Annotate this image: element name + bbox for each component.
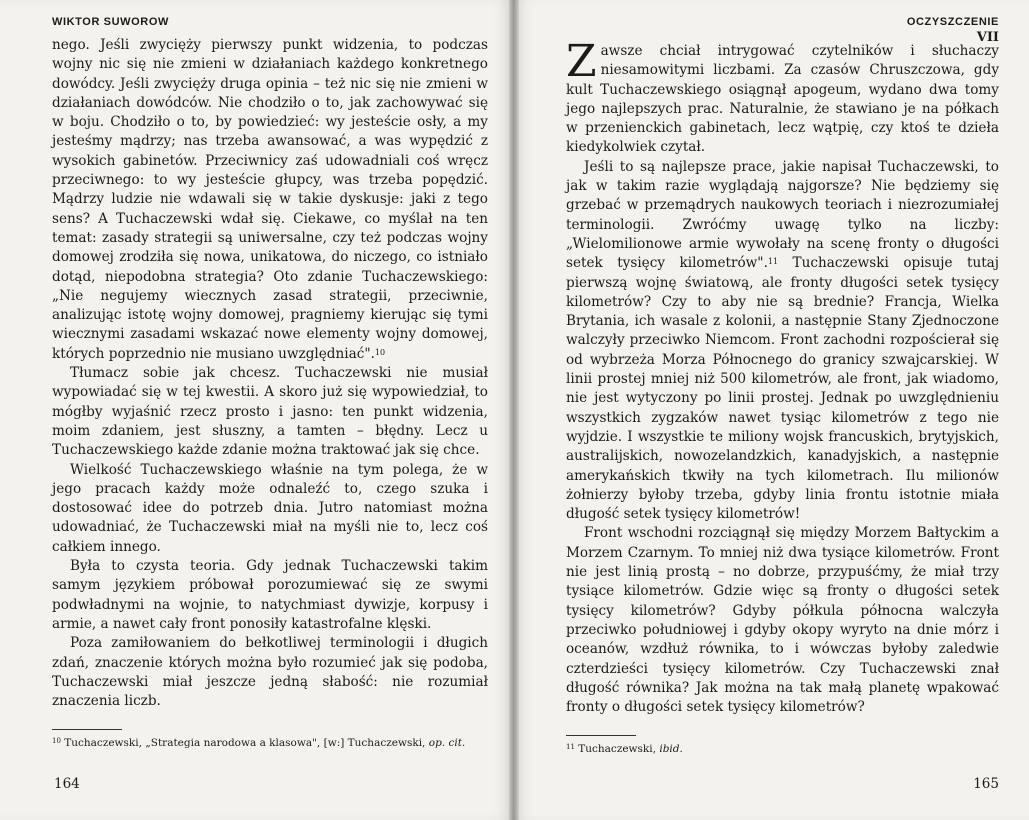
paragraph: Poza zamiłowaniem do bełkotliwej terminologii i długich zdań, znaczenie których można było rozumieć jak się podoba, Tuchaczewski miał jeszcze jedną słabość: nie rozumiał znaczenia liczb. bbox=[52, 635, 488, 710]
footnote-ref: 10 bbox=[374, 347, 386, 357]
chapter-number: VII bbox=[976, 30, 999, 45]
page-number-right: 165 bbox=[973, 776, 999, 792]
drop-cap: Z bbox=[566, 36, 597, 87]
running-head-left: WIKTOR SUWOROW bbox=[52, 16, 169, 28]
page-number-left: 164 bbox=[54, 776, 80, 792]
footnote-rule bbox=[566, 735, 636, 736]
footnote: $^{10}$ Tuchaczewski, „Strategia narodowa a klasowa", [w:] Tuchaczewski, op. cit. bbox=[52, 737, 466, 750]
paragraph: Front wschodni rozciągnął się między Morzem Bałtyckim a Morzem Czarnym. To mniej niż dwa tysiące kilometrów. Front nie jest linią prostą – no dobrze, przypuśćmy, że miał trzy tysiące kilometrów. Gdzie więc są fronty o długości setek tysięcy kilometrów? Gdyby półkula północna walczyła przeciwko południowej i gdyby okopy wyryto na dnie mórz i oceanów, wzdłuż równika, to i wówczas byłoby zaledwie czterdzieści tysięcy kilometrów. Czy Tuchaczewski znał długość równika? Jak można na tak małą planetę wpakować fronty o długości setek tysięcy kilometrów? bbox=[566, 525, 999, 716]
paragraph: nego. Jeśli zwycięży pierwszy punkt widzenia, to podczas wojny nic się nie zmieni w działaniach każdego konkretnego dowódcy. Jeśli zwycięży druga opinia – też nic się nie zmieni w działaniach dowódców. Nie chodziło o to, jak zachowywać się w boju. Chodziło o to, by powiedzieć: wy jesteście osły, a my jesteśmy mądrzy; nas trzeba awansować, a was wypędzić z wysokich gabinetów. Przeciwnicy zaś udowadniali coś wręcz przeciwnego: to wy jesteście głupcy, was trzeba popędzić. Mądrzy ludzie nie wdawali się w takie dyskusje: jaki z tego sens? A Tuchaczewski wdał się. Ciekawe, co myślał na ten temat: zasady strategii są uniwersalne, czy też podczas wojny domowej zrodziła się nowa, unikatowa, do niczego, co istniało dotąd, niepodobna strategia? Oto zdanie Tuchaczewskiego: „Nie negujemy wiecznych zasad strategii, przeciwnie, analizując istotę wojny domowej, pragniemy kierując się tymi wiecznymi zasadami wskazać nowe elementy wojny domowej, których poprzednio nie musiano uwzględniać".$^{10}$ bbox=[52, 37, 488, 362]
running-head-right: OCZYSZCZENIE bbox=[906, 16, 999, 28]
paragraph: Tłumacz sobie jak chcesz. Tuchaczewski nie musiał wypowiadać się w tej kwestii. A skoro już się wypowiedział, to mógłby wyjaśnić rzecz prosto i jasno: ten punkt widzenia, moim zdaniem, jest słuszny, a tamten – błędny. Lecz u Tuchaczewskiego każde zdanie można traktować jak się chce. bbox=[52, 365, 488, 459]
book-gutter bbox=[509, 0, 519, 820]
paragraph: Wielkość Tuchaczewskiego właśnie na tym polega, że w jego pracach każdy może odnaleźć to, czego szuka i dostosować idee do potrzeb dnia. Jutro natomiast można udowadniać, że Tuchaczewski miał na myśli nie to, lecz coś całkiem innego. bbox=[52, 461, 488, 555]
paragraph: Zawsze chciał intrygować czytelników i słuchaczy niesamowitymi liczbami. Za czasów Chruszczowa, gdy kult Tuchaczewskiego osiągnął apogeum, wydano dwa tomy jego najlepszych prac. Naturalnie, że stawiano je na półkach w przenienckich gabinetach, lecz wątpię, czy ktoś te dzieła kiedykolwiek czytał. bbox=[566, 36, 999, 156]
footnote-rule bbox=[52, 729, 122, 730]
left-page-body bbox=[52, 36, 488, 711]
right-page bbox=[514, 0, 1029, 820]
paragraph: Była to czysta teoria. Gdy jednak Tuchaczewski takim samym językiem próbował porozumiewać się ze swymi podwładnymi na wojnie, to natychmiast dywizje, korpusy i armie, a nawet cały front ponosiły katastrofalne klęski. bbox=[52, 558, 488, 632]
footnote: $^{11}$ Tuchaczewski, ibid. bbox=[566, 743, 683, 756]
paragraph: Jeśli to są najlepsze prace, jakie napisał Tuchaczewski, to jak w takim razie wyglądają najgorsze? Nie będziemy się grzebać w przemądrych naukowych teoriach i niezrozumiałej terminologii. Zwróćmy uwagę tylko na liczby: „Wielomilionowe armie wywołały na scenę fronty o długości setek tysięcy kilometrów".$^{11}$ Tuchaczewski opisuje tutaj pierwszą wojnę światową, ale fronty długości setek tysięcy kilometrów? Czy to aby nie są brednie? Francja, Wielka Brytania, ich wasale z kolonii, a następnie Stany Zjednoczone walczyły przeciwko Niemcom. Front zachodni rozpościerał się od wybrzeża Morza Północnego do granicy szwajcarskiej. W linii prostej mniej niż 500 kilometrów, ale front, jak wiadomo, nie jest wytyczony po linii prostej. Jednak po uwzględnieniu wszystkich zygzaków nawet tysiąc kilometrów z tego nie wyjdzie. I wszystkie te miliony wojsk francuskich, brytyjskich, australijskich, nowozelandzkich, kanadyjskich, a następnie amerykańskich tkwiły na tych kilometrach. Ilu milionów żołnierzy byłoby trzeba, gdyby linia frontu istotnie miała długość setek tysięcy kilometrów! bbox=[566, 158, 999, 523]
left-page bbox=[0, 0, 514, 820]
footnote-ref: 11 bbox=[767, 257, 779, 267]
